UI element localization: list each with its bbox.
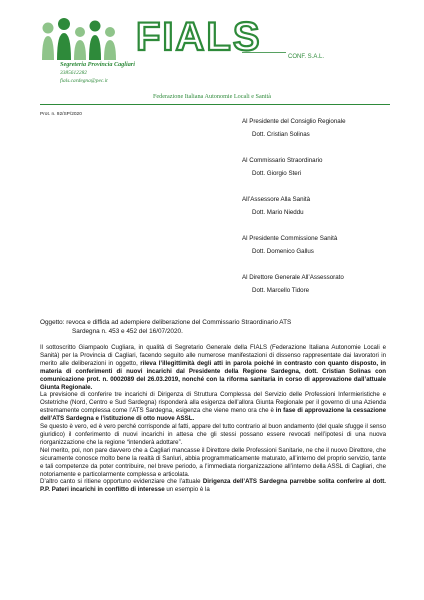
sender-block (60, 61, 135, 85)
recipient-name: Dott. Giorgio Steri (252, 169, 302, 177)
recipient-title: All’Assessore Alla Sanità (242, 196, 311, 203)
protocol-number: Prot. n. 92/SP/2020 (40, 112, 82, 117)
recipient-4 (242, 233, 412, 258)
bold-claim: in fase di approvazione la cessazione dell’ATS Sardegna e l’istituzione di otto nuove ASSL. (40, 407, 386, 423)
recipient-name: Dott. Domenico Gallus (252, 247, 314, 255)
brand-text: FIALS (136, 15, 262, 59)
recipient-name: Dott. Cristian Solinas (252, 130, 310, 138)
recipient-title: Al Presidente Commissione Sanità (242, 235, 338, 242)
bold-claim: rileva l’illegittimità degli atti in parola poiché in contrasto con quanto disposto, in materia di conferimenti di nuovi incarichi dal Presidente della Regione Sardegna, dott. Cristian Solinas con comunicazione prot. n. 0002089 del 26.03.2019, nonché con la riforma sanitaria in corso di approvazione dall’attuale Giunta Regionale. (40, 359, 386, 391)
header-divider (40, 104, 390, 105)
recipient-title: Al Direttore Generale All’Assessorato (242, 274, 344, 281)
recipient-title: Al Presidente del Consiglio Regionale (242, 118, 346, 125)
letterhead-logo (40, 12, 400, 64)
recipient-2 (242, 155, 412, 180)
subject-text-1: Oggetto: revoca e diffida ad adempiere deliberazione del Commissario Straordinario ATS (40, 319, 292, 326)
paragraph-5: D’altro canto si ritiene opportuno evidenziare che l’attuale Dirigenza dell’ATS Sardegna parrebbe solita conferire al dott. P.P. Pateri incarichi in conflitto di interesse un esempio è la (40, 478, 386, 494)
recipient-name: Dott. Marcello Tidore (252, 286, 310, 294)
recipient-1 (242, 116, 412, 141)
people-figures-icon (40, 14, 126, 62)
sender-phone: 3385612282 (60, 70, 87, 76)
subject-line (40, 318, 390, 336)
sender-email[interactable]: fials.cardegna@pec.it (60, 78, 108, 84)
recipient-name: Dott. Mario Nieddu (252, 208, 304, 216)
brand-sub-text: CONF. S.A.L. (288, 54, 325, 60)
letter-body (40, 344, 386, 494)
paragraph-4: Nel merito, poi, non pare davvero che a Cagliari mancasse il Direttore delle Professioni Sanitarie, ne che il nuovo Direttore, che sicuramente conosce molto bene la realtà di Sanluri, abbia programmaticamente maturato, all’interno del proprio servizio, tante e tali competenze da poter contribuire, nel breve periodo, a l’immediata riorganizzazione all’interno della ASSL di Cagliari, che notoriamente e particolarmente complessa e articolata. (40, 446, 386, 478)
federation-name: Federazione Italiana Autonomie Locali e Sanità (152, 93, 272, 100)
recipient-5 (242, 272, 412, 297)
paragraph-3: Se questo è vero, ed è vero perché corrisponde al fatti, appare del tutto contrario al buon andamento (del quale sfugge il senso giuridico) il conferimento di nuovi incarichi in attesa che gli stessi possano essere revocati nell’ipotesi di una nuova riorganizzazione che la regione “intenderà adottare”. (40, 423, 386, 446)
bold-claim: Dirigenza dell’ATS Sardegna parrebbe solita conferire al dott. P.P. Pateri incarichi in conflitto di interesse (40, 478, 386, 494)
recipient-title: Al Commissario Straordinario (242, 157, 323, 164)
fials-wordmark (132, 12, 352, 64)
sender-org: Segreteria Provincia Cagliari (60, 61, 135, 68)
paragraph-1: Il sottoscritto Giampaolo Cugliara, in qualità di Segretario Generale della FIALS (Federazione Italiana Autonomie Locali e Sanità) per la Provincia di Cagliari, facendo seguito alle numerose manifestazioni di dissenso rappresentate dai lavoratori in merito alle deliberazioni in oggetto, rileva l’illegittimità degli atti in parola poiché in contrasto con quanto disposto, in materia di conferimenti di nuovi incarichi dal Presidente della Regione Sardegna, dott. Cristian Solinas con comunicazione prot. n. 0002089 del 26.03.2019, nonché con la riforma sanitaria in corso di approvazione dall’attuale Giunta Regionale. (40, 344, 386, 391)
paragraph-2: La previsione di conferire tre incarichi di Dirigenza di Struttura Complessa del Servizio delle Professioni Infermieristiche e Ostetriche (Nord, Centro e Sud Sardegna) risponderà alla esigenza dell’allora Giunta Regionale per il governo di una Azienda estremamente complessa come l’ATS Sardegna, esigenza che viene meno ora che è in fase di approvazione la cessazione dell’ATS Sardegna e l’istituzione di otto nuove ASSL. (40, 391, 386, 423)
recipient-3 (242, 194, 412, 219)
subject-text-2: Sardegna n. 453 e 452 del 16/07/2020. (72, 328, 183, 335)
